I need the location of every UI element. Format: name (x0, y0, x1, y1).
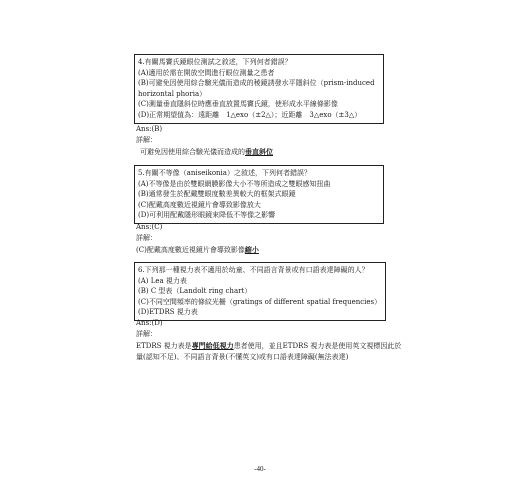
question-6-option-a: (A) Lea 視力表 (138, 276, 187, 285)
question-5-detail (136, 244, 396, 256)
question-4-answer: Ans:(B) (136, 125, 163, 133)
question-4-detail-label: 詳解： (136, 136, 157, 144)
page-number: -40- (254, 465, 266, 473)
question-6-option-d: (D)ETDRS 視力表 (138, 308, 198, 317)
question-4-option-c: (C)測量垂直隱斜位時應垂直放置馬竇氏鏡，使形成水平線條影像 (138, 100, 338, 109)
question-4-option-d: (D)正常期望值為：遠距離 1△exo（±2△）；近距離 3△exo（±3△） (138, 110, 362, 119)
question-4-detail-text: 可避免因使用綜合驗光儀而造成的 (140, 148, 245, 156)
question-5-stem: 5.有關不等像（aniseikonia）之敘述，下列何者錯誤？ (138, 169, 311, 177)
question-6-option-c: (C)不同空間頻率的條紋光柵（gratings of different spatial frequencies） (138, 297, 382, 306)
question-6-answer: Ans:(D) (136, 319, 163, 327)
question-6-detail-line-2: 量(認知不足)、不同語言背景(不懂英文)或有口語表達障礙(無法表達) (136, 353, 349, 361)
question-5-option-d: (D)可利用配戴隱形眼鏡來降低不等像之影響 (138, 211, 276, 220)
question-6-detail-text-end: 患者使用，並且ETDRS 視力表是使用英文視標因此於 (233, 342, 402, 350)
question-5-option-b: (B)通常發生於配戴雙眼度數差異較大的框架式眼鏡 (138, 190, 296, 199)
question-6-detail-text-start: ETDRS 視力表是 (136, 342, 192, 350)
question-6-detail-line-1 (136, 340, 402, 352)
question-4-option-a: (A)適用於需在開放空間進行眼位測量之患者 (138, 68, 275, 77)
question-5-answer-block (136, 222, 396, 256)
question-4-answer-block (136, 124, 396, 158)
question-4-detail-emphasis: 垂直斜位 (245, 147, 273, 156)
question-4-detail (136, 146, 396, 158)
question-5-option-c: (C)配戴高度數近視鏡片會導致影像放大 (138, 200, 261, 209)
question-5-detail-text: (C)配戴高度數近視鏡片會導致影像 (136, 246, 245, 254)
question-6-detail-label: 詳解： (136, 330, 157, 338)
question-4-box (134, 54, 384, 124)
question-6-detail-emphasis: 專門給低視力 (191, 341, 234, 350)
question-6-stem: 6.下列那一種視力表不適用於幼童、不同語言背景或有口語表達障礙的人？ (138, 266, 369, 274)
question-5-answer: Ans:(C) (136, 223, 163, 231)
question-4-stem: 4.有關馬竇氏鏡眼位測試之敘述，下列何者錯誤？ (138, 58, 292, 66)
question-6-box (134, 262, 386, 321)
question-6-answer-block (136, 318, 402, 363)
question-4-option-b: (B)可避免因使用綜合驗光儀而造成的稜鏡誘發水平隱斜位（prism-induced (138, 79, 375, 88)
question-5-box (134, 165, 384, 224)
question-5-option-a: (A)不等像是由於雙眼網膜影像大小不等所造成之雙眼感知扭曲 (138, 179, 331, 188)
question-5-detail-label: 詳解： (136, 234, 157, 242)
question-5-detail-emphasis: 縮小 (244, 245, 259, 254)
question-4-option-b-cont: horizontal phoria） (138, 89, 207, 98)
question-6-option-b: (B) C 型表（Landolt ring chart） (138, 287, 252, 296)
